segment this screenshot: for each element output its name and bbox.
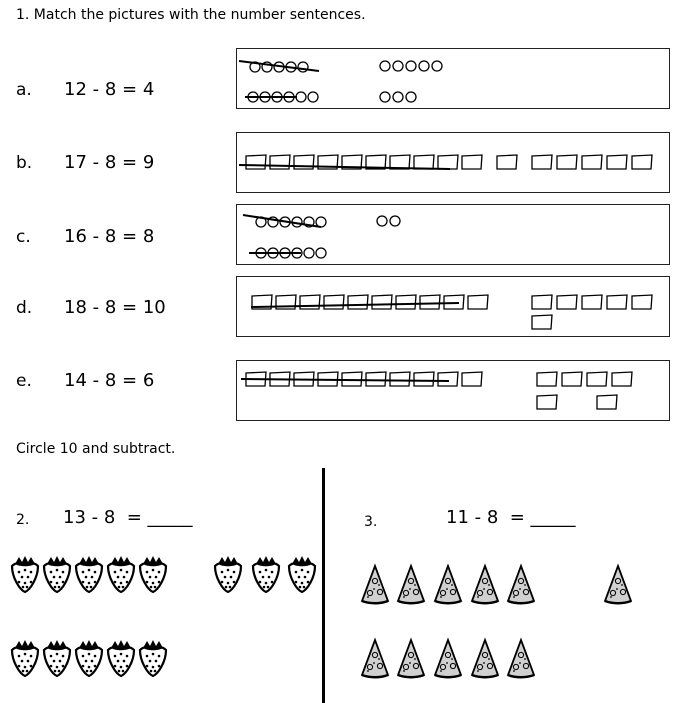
picture-box-3[interactable] [236,204,670,265]
strawberry-group [8,552,324,692]
squares-picture-5 [237,361,669,420]
pizza-slice [472,566,498,603]
strawberry [215,556,241,592]
strawberry [289,556,315,592]
instruction-title: 1. Match the pictures with the number sentences. [16,7,366,23]
picture-box-5[interactable] [236,360,670,421]
pizza-slice [362,566,388,603]
squares-picture-2 [237,133,669,192]
picture-box-4[interactable] [236,276,670,337]
item-a-letter: a. [16,80,32,100]
pizza-slice [508,640,534,677]
item-e-letter: e. [16,371,32,391]
pizza-slice [362,640,388,677]
problem-3-expression[interactable]: 11 - 8 = _____ [446,507,576,528]
item-c-sentence: 16 - 8 = 8 [64,226,155,247]
strawberry [76,640,102,676]
circles-picture-3 [237,205,669,264]
pizza-slice [398,640,424,677]
item-e-sentence: 14 - 8 = 6 [64,370,155,391]
item-d-letter: d. [16,298,33,318]
strawberry [76,556,102,592]
strawberry [44,640,70,676]
item-b-sentence: 17 - 8 = 9 [64,152,155,173]
pizza-group [358,560,648,680]
strawberry [44,556,70,592]
strawberry [140,640,166,676]
pizza-slice [398,566,424,603]
circle-instruction: Circle 10 and subtract. [16,441,176,457]
pizza-slice [605,566,631,603]
strawberry [253,556,279,592]
squares-picture-4 [237,277,669,336]
item-a-sentence: 12 - 8 = 4 [64,79,155,100]
problem-2-expression[interactable]: 13 - 8 = _____ [63,507,193,528]
item-c-letter: c. [16,227,31,247]
strawberry [12,556,38,592]
problem-3-number: 3. [364,514,378,530]
pizza-slice [508,566,534,603]
picture-box-2[interactable] [236,132,670,193]
strawberry [12,640,38,676]
pizza-slice [435,566,461,603]
item-b-letter: b. [16,153,33,173]
circles-picture-1 [237,49,669,108]
problem-2-number: 2. [16,512,30,528]
strawberry [140,556,166,592]
picture-box-1[interactable] [236,48,670,109]
strawberry [108,640,134,676]
item-d-sentence: 18 - 8 = 10 [64,297,166,318]
pizza-slice [435,640,461,677]
strawberry [108,556,134,592]
pizza-slice [472,640,498,677]
